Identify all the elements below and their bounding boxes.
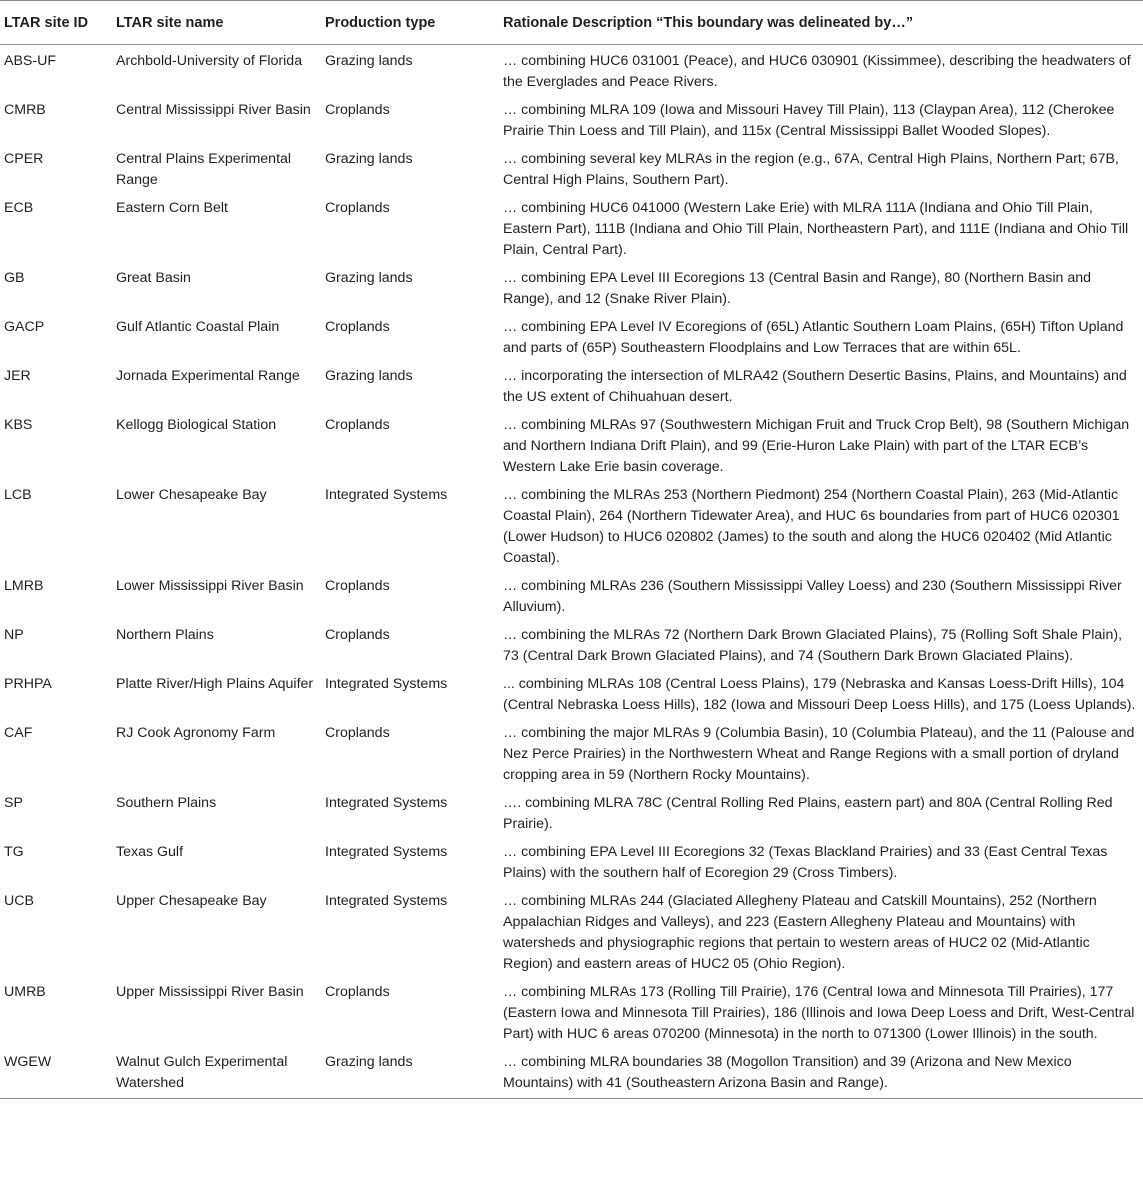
cell-production-type: Croplands	[325, 725, 390, 741]
cell-production-type: Croplands	[325, 102, 390, 118]
cell-site-name: Upper Mississippi River Basin	[116, 984, 304, 1000]
table-row	[0, 719, 1143, 789]
cell-site-id: UCB	[4, 893, 34, 909]
cell-site-id: ECB	[4, 200, 34, 216]
table-row	[0, 411, 1143, 481]
table-header	[0, 1, 1143, 45]
cell-site-id: CPER	[4, 151, 44, 167]
cell-site-id: UMRB	[4, 984, 46, 1000]
cell-rationale: … combining EPA Level IV Ecoregions of (65L) Atlantic Southern Loam Plains, (65H) Tifton Upland and parts of (65P) Southeastern Floodplains and Low Terraces that are within 65L.	[503, 319, 1124, 356]
cell-production-type: Grazing lands	[325, 368, 413, 384]
table-row	[0, 481, 1143, 572]
cell-rationale: … combining MLRAs 236 (Southern Mississippi Valley Loess) and 230 (Southern Mississippi River Alluvium).	[503, 578, 1122, 615]
table-row	[0, 887, 1143, 978]
cell-rationale: … combining MLRAs 97 (Southwestern Michigan Fruit and Truck Crop Belt), 98 (Southern Michigan and Northern Indiana Drift Plain), and 99 (Erie-Huron Lake Plain) with part of the LTAR ECB’s Western Lake Erie basin coverage.	[503, 417, 1130, 475]
table-row	[0, 145, 1143, 194]
cell-site-id: GACP	[4, 319, 45, 335]
cell-rationale: … combining EPA Level III Ecoregions 13 (Central Basin and Range), 80 (Northern Basin and Range), and 12 (Snake River Plain).	[503, 270, 1092, 307]
table-row	[0, 789, 1143, 838]
cell-site-name: Lower Mississippi River Basin	[116, 578, 304, 594]
cell-rationale: … incorporating the intersection of MLRA42 (Southern Desertic Basins, Plains, and Mountains) and the US extent of Chihuahuan desert.	[503, 368, 1127, 405]
cell-site-name: Texas Gulf	[116, 844, 184, 860]
cell-production-type: Grazing lands	[325, 270, 413, 286]
cell-site-name: Upper Chesapeake Bay	[116, 893, 267, 909]
table-body	[0, 45, 1143, 1099]
cell-rationale: … combining MLRAs 173 (Rolling Till Prairie), 176 (Central Iowa and Minnesota Till Prairies), 177 (Eastern Iowa and Minnesota Till Prairies), 186 (Illinois and Iowa Deep Loess and Drift, West-Central Part) with HUC 6 areas 070200 (Minnesota) in the north to 071300 (Lower Illinois) in the south.	[503, 984, 1135, 1042]
cell-rationale: … combining EPA Level III Ecoregions 32 (Texas Blackland Prairies) and 33 (East Central Texas Plains) with the southern half of Ecoregion 29 (Cross Timbers).	[503, 844, 1108, 881]
header-row	[0, 1, 1143, 45]
table-row	[0, 1048, 1143, 1099]
cell-site-name: Great Basin	[116, 270, 191, 286]
cell-site-id: GB	[4, 270, 25, 286]
cell-site-name: RJ Cook Agronomy Farm	[116, 725, 276, 741]
cell-site-name: Northern Plains	[116, 627, 214, 643]
cell-rationale: …. combining MLRA 78C (Central Rolling Red Plains, eastern part) and 80A (Central Rolling Red Prairie).	[503, 795, 1113, 832]
cell-site-id: PRHPA	[4, 676, 52, 692]
cell-site-id: WGEW	[0, 1048, 112, 1099]
cell-site-name: Southern Plains	[116, 795, 217, 811]
table-row	[0, 572, 1143, 621]
cell-rationale: … combining HUC6 031001 (Peace), and HUC6 030901 (Kissimmee), describing the headwaters of the Everglades and Peace Rivers.	[503, 53, 1131, 90]
cell-site-id: CAF	[4, 725, 33, 741]
cell-production-type: Integrated Systems	[325, 487, 448, 503]
table-row	[0, 670, 1143, 719]
cell-production-type: Croplands	[325, 417, 390, 433]
cell-site-name: Platte River/High Plains Aquifer	[116, 676, 314, 692]
cell-rationale: … combining the MLRAs 253 (Northern Piedmont) 254 (Northern Coastal Plain), 263 (Mid-Atlantic Coastal Plain), 264 (Northern Tidewater Area), and HUC 6s boundaries from part of HUC6 020301 (Lower Hudson) to HUC6 020802 (James) to the south and along the HUC6 020402 (Mid Atlantic Coastal).	[503, 487, 1120, 566]
cell-site-id: CMRB	[4, 102, 46, 118]
cell-site-name: Central Plains Experimental Range	[116, 151, 292, 188]
table-row	[0, 838, 1143, 887]
cell-production-type: Croplands	[325, 319, 390, 335]
cell-production-type: Croplands	[325, 627, 390, 643]
cell-rationale: … combining MLRA boundaries 38 (Mogollon Transition) and 39 (Arizona and New Mexico Mountains) with 41 (Southeastern Arizona Basin and Range).	[499, 1048, 1143, 1099]
cell-site-id: NP	[4, 627, 24, 643]
cell-site-name: Central Mississippi River Basin	[116, 102, 311, 118]
cell-production-type: Croplands	[325, 984, 390, 1000]
cell-site-name: Jornada Experimental Range	[116, 368, 300, 384]
header-rationale: Rationale Description “This boundary was delineated by…”	[499, 1, 1143, 45]
cell-rationale: … combining the major MLRAs 9 (Columbia Basin), 10 (Columbia Plateau), and the 11 (Palouse and Nez Perce Prairies) in the Northwestern Wheat and Range Regions with a small portion of dryland cropping area in 59 (Northern Rocky Mountains).	[503, 725, 1135, 783]
cell-site-name: Lower Chesapeake Bay	[116, 487, 267, 503]
cell-site-name: Eastern Corn Belt	[116, 200, 228, 216]
table-row	[0, 978, 1143, 1048]
cell-rationale: ... combining MLRAs 108 (Central Loess Plains), 179 (Nebraska and Kansas Loess-Drift Hills), 104 (Central Nebraska Loess Hills), 182 (Iowa and Missouri Deep Loess Hills), and 175 (Loess Uplands).	[503, 676, 1136, 713]
cell-site-id: JER	[4, 368, 31, 384]
cell-site-id: ABS-UF	[4, 53, 57, 69]
table-row	[0, 621, 1143, 670]
header-production-type: Production type	[321, 1, 499, 45]
cell-production-type: Grazing lands	[321, 1048, 499, 1099]
header-site-name: LTAR site name	[112, 1, 321, 45]
table-row	[0, 313, 1143, 362]
cell-rationale: … combining HUC6 041000 (Western Lake Erie) with MLRA 111A (Indiana and Ohio Till Plain, Eastern Part), 111B (Indiana and Ohio Till Plain, Northeastern Part), and 111E (Indiana and Ohio Till Plain, Central Part).	[503, 200, 1129, 258]
cell-rationale: … combining several key MLRAs in the region (e.g., 67A, Central High Plains, Northern Part; 67B, Central High Plains, Southern Part).	[503, 151, 1119, 188]
cell-rationale: … combining the MLRAs 72 (Northern Dark Brown Glaciated Plains), 75 (Rolling Soft Shale Plain), 73 (Central Dark Brown Glaciated Plains), and 74 (Southern Dark Brown Glaciated Plains).	[503, 627, 1123, 664]
cell-rationale: … combining MLRA 109 (Iowa and Missouri Havey Till Plain), 113 (Claypan Area), 112 (Cherokee Prairie Thin Loess and Till Plain), and 115x (Central Mississippi Ballet Wooded Slopes).	[503, 102, 1115, 139]
cell-production-type: Croplands	[325, 200, 390, 216]
cell-production-type: Croplands	[325, 578, 390, 594]
cell-site-name: Gulf Atlantic Coastal Plain	[116, 319, 280, 335]
table-row	[0, 45, 1143, 97]
cell-site-name: Walnut Gulch Experimental Watershed	[112, 1048, 321, 1099]
header-site-id: LTAR site ID	[0, 1, 112, 45]
cell-production-type: Integrated Systems	[325, 844, 448, 860]
cell-site-id: LCB	[4, 487, 32, 503]
cell-site-id: LMRB	[4, 578, 44, 594]
cell-site-id: TG	[4, 844, 24, 860]
table-row	[0, 264, 1143, 313]
cell-production-type: Grazing lands	[325, 53, 413, 69]
cell-production-type: Grazing lands	[325, 151, 413, 167]
cell-site-id: KBS	[4, 417, 33, 433]
cell-site-name: Archbold-University of Florida	[116, 53, 303, 69]
table-row	[0, 362, 1143, 411]
cell-rationale: … combining MLRAs 244 (Glaciated Allegheny Plateau and Catskill Mountains), 252 (Northern Appalachian Ridges and Valleys), and 223 (Eastern Allegheny Plateau and Mountains) with watersheds and physiographic regions that pertain to western areas of HUC2 02 (Mid-Atlantic Region) and eastern areas of HUC2 05 (Ohio Region).	[503, 893, 1097, 972]
cell-site-id: SP	[4, 795, 23, 811]
table-row	[0, 96, 1143, 145]
cell-site-name: Kellogg Biological Station	[116, 417, 277, 433]
cell-production-type: Integrated Systems	[325, 795, 448, 811]
cell-production-type: Integrated Systems	[325, 893, 448, 909]
table-row	[0, 194, 1143, 264]
cell-production-type: Integrated Systems	[325, 676, 448, 692]
